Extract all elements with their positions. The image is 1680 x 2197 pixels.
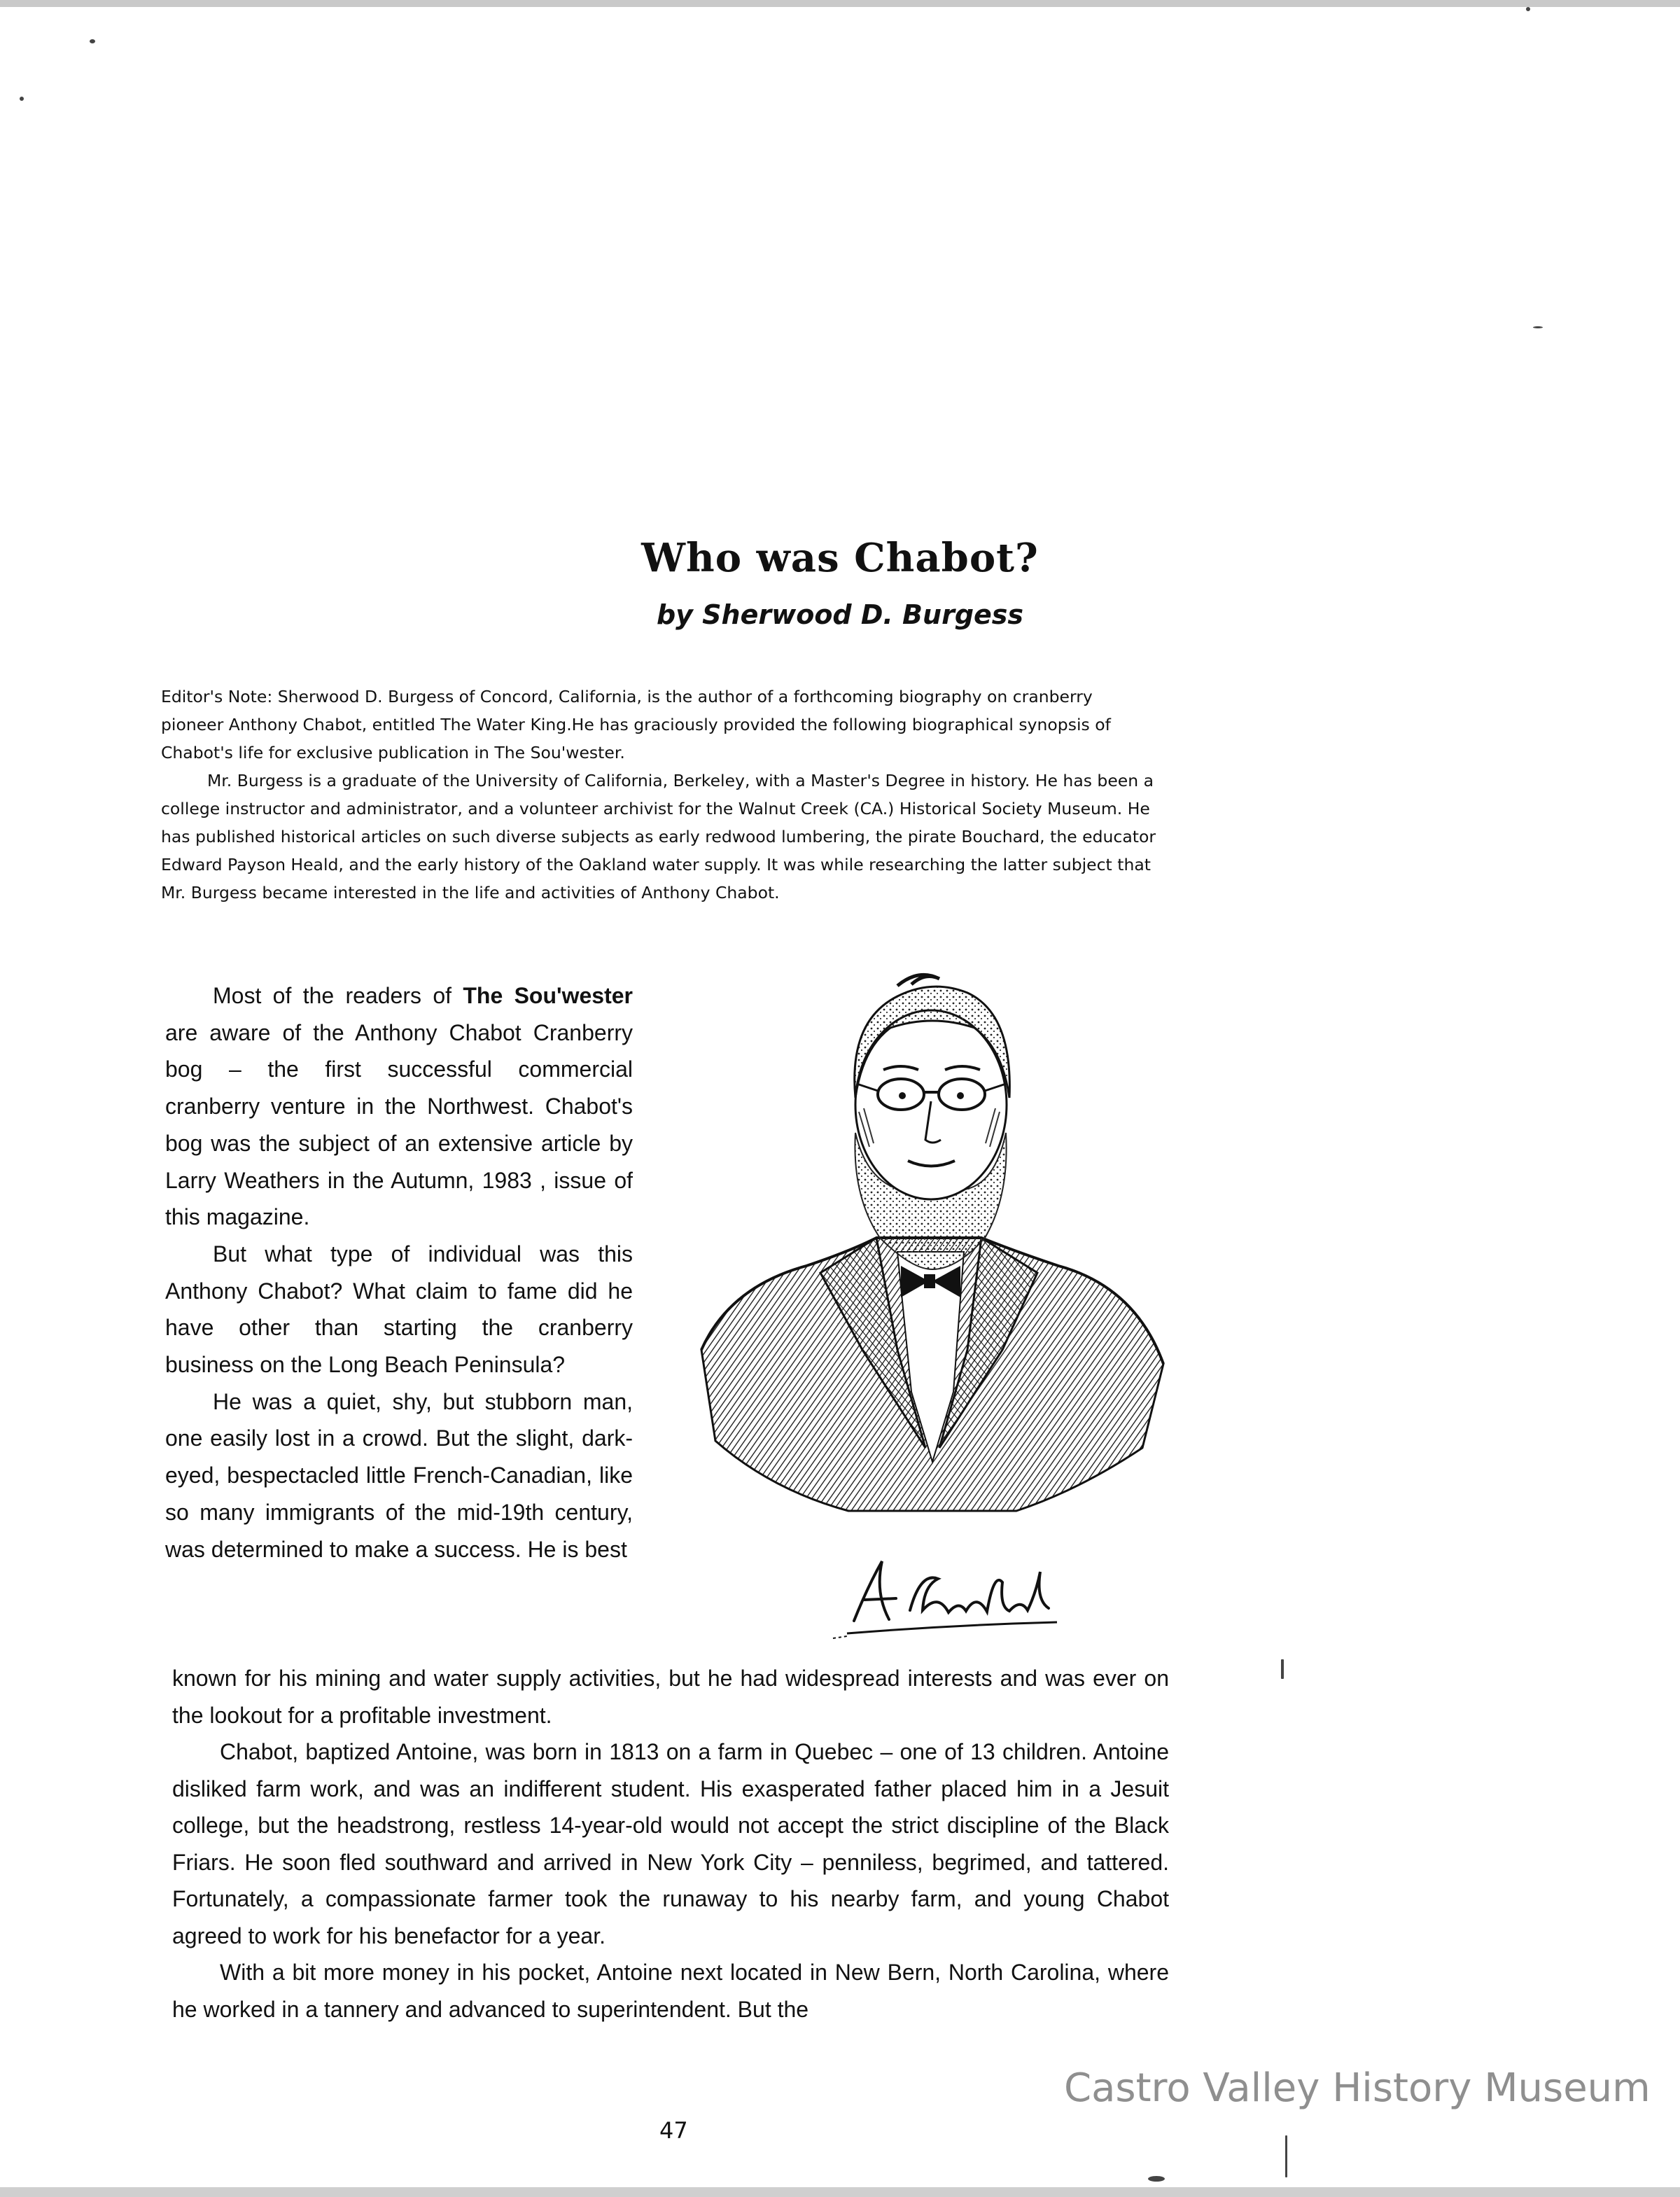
magazine-name: The Sou'wester [463,983,633,1008]
chabot-signature [826,1544,1078,1649]
body-paragraph-5: With a bit more money in his pocket, Antoine next located in New Bern, North Carolina, where he worked in a tannery and advanced to superintendent. But the [172,1960,1169,2022]
scan-bottom-edge [0,2187,1680,2197]
scan-speck [1526,7,1530,11]
body-paragraph-2: But what type of individual was this Anthony Chabot? What claim to fame did he have other than starting the cranberry business on the Long Beach Peninsula? [165,1241,633,1378]
article-title: Who was Chabot? [641,534,1039,581]
body-paragraph-1-lead: Most of the readers of [213,983,463,1008]
article-body-column [165,977,633,1568]
scan-speck [90,39,95,43]
editors-note [161,683,1159,907]
article-byline: by Sherwood D. Burgess [656,599,1024,630]
body-paragraph-3b: known for his mining and water supply activities, but he had widespread interests and was ever on the lookout for a profitable investment. [172,1666,1169,1728]
scan-speck [1148,2176,1165,2182]
scan-speck [1533,326,1543,328]
page-number: 47 [659,2117,688,2144]
body-paragraph-3a: He was a quiet, shy, but stubborn man, one easily lost in a crowd. But the slight, dark-eyed, bespectacled little French-Canadian, like so many immigrants of the mid-19th century, was determined to make a success. He is best [165,1388,633,1562]
body-paragraph-1-rest: are aware of the Anthony Chabot Cranberry bog – the first successful commercial cranberry venture in the Northwest. Chabot's bog was the subject of an extensive article by Larry Weathers in the Autumn, 1983 , issue of this magazine. [165,1019,633,1230]
chabot-portrait-engraving [687,958,1170,1518]
scan-top-edge [0,0,1680,7]
editors-note-paragraph-2: Mr. Burgess is a graduate of the University of California, Berkeley, with a Master's Degree in history. He has been a college instructor and administrator, and a volunteer archivist for the Walnut Creek (CA.) Historical Society Museum. He has published historical articles on such diverse subjects as early redwood lumbering, the pirate Bouchard, the educator Edward Payson Heald, and the early history of the Oakland water supply. It was while researching the latter subject that Mr. Burgess became interested in the life and activities of Anthony Chabot. [161,771,1156,902]
scan-speck [1281,1659,1284,1679]
body-paragraph-4: Chabot, baptized Antoine, was born in 1813 on a farm in Quebec – one of 13 children. Antoine disliked farm work, and was an indifferent student. His exasperated father placed him in a Jesuit college, but the headstrong, restless 14-year-old would not accept the strict discipline of the Black Friars. He soon fled southward and arrived in New York City – penniless, begrimed, and tattered. Fortunately, a compassionate farmer took the runaway to his nearby farm, and young Chabot agreed to work for his benefactor for a year. [172,1739,1169,1948]
body-paragraph-1 [165,977,633,1236]
article-body-full-width [172,1660,1169,2028]
editors-note-paragraph-1: Editor's Note: Sherwood D. Burgess of Concord, California, is the author of a forthcoming biography on cranberry pioneer Anthony Chabot, entitled The Water King.He has graciously provided the following biographical synopsis of Chabot's life for exclusive publication in The Sou'wester. [161,687,1111,762]
watermark: Castro Valley History Museum [1064,2065,1651,2111]
scan-speck [1285,2135,1287,2177]
scan-speck [20,97,24,101]
